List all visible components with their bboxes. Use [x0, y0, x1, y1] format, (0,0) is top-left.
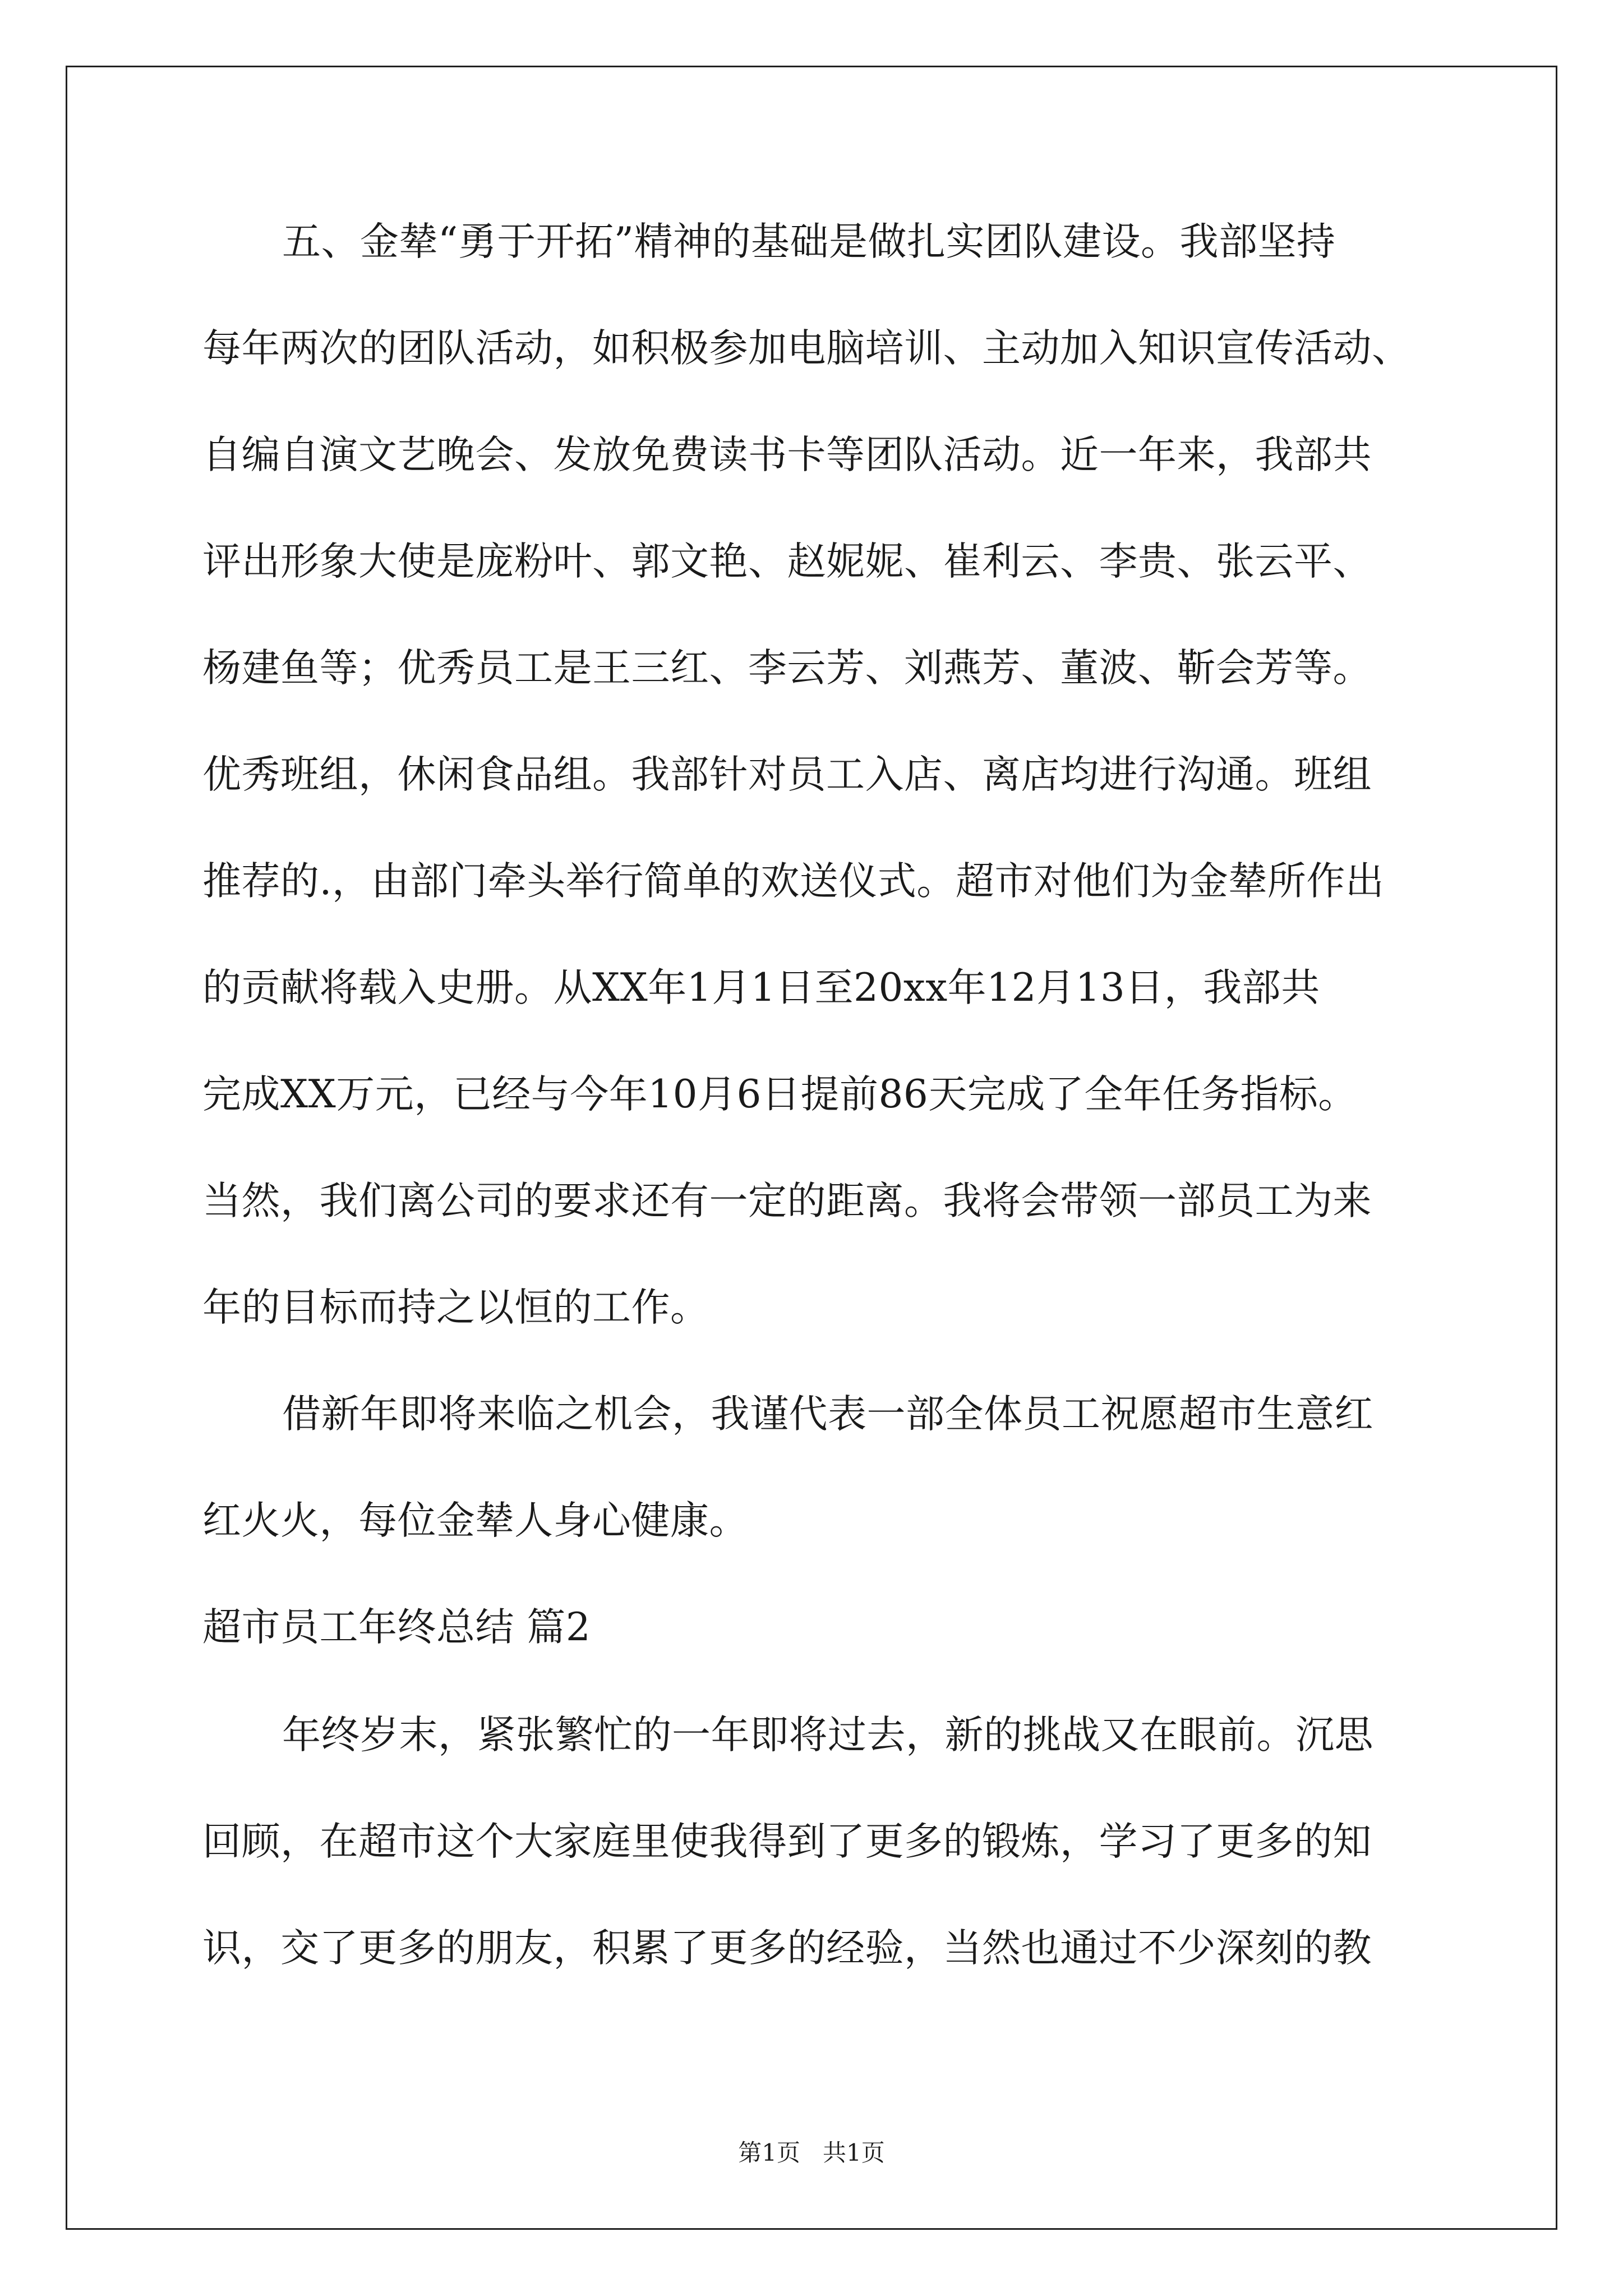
- paragraph-line: 杨建鱼等；优秀员工是王三红、李云芳、刘燕芳、董波、靳会芳等。: [202, 646, 1372, 691]
- paragraph-line: 年的目标而持之以恒的工作。: [202, 1285, 709, 1330]
- paragraph-line: 每年两次的团队活动，如积极参加电脑培训、主动加入知识宣传活动、: [202, 326, 1411, 371]
- page-footer: 第1页 共1页: [738, 2139, 885, 2166]
- paragraph-line: 完成XX万元，已经与今年10月6日提前86天完成了全年任务指标。: [202, 1072, 1357, 1117]
- paragraph-line: 推荐的.，由部门牵头举行简单的欢送仪式。超市对他们为金辇所作出: [202, 859, 1385, 904]
- paragraph-line: 评出形象大使是庞粉叶、郭文艳、赵妮妮、崔利云、李贵、张云平、: [202, 539, 1372, 584]
- page-border: [66, 66, 1557, 2230]
- paragraph-line: 年终岁末，紧张繁忙的一年即将过去，新的挑战又在眼前。沉思: [282, 1713, 1373, 1757]
- paragraph-line: 当然，我们离公司的要求还有一定的距离。我将会带领一部员工为来: [202, 1179, 1372, 1223]
- paragraph-line: 五、金辇“勇于开拓”精神的基础是做扎实团队建设。我部坚持: [282, 219, 1336, 264]
- paragraph-line: 自编自演文艺晚会、发放免费读书卡等团队活动。近一年来，我部共: [202, 432, 1372, 477]
- section-heading: 超市员工年终总结 篇2: [202, 1605, 591, 1650]
- paragraph-line: 借新年即将来临之机会，我谨代表一部全体员工祝愿超市生意红: [282, 1392, 1373, 1437]
- paragraph-line: 红火火，每位金辇人身心健康。: [202, 1498, 748, 1543]
- paragraph-line: 的贡献将载入史册。从XX年1月1日至20xx年12月13日，我部共: [202, 965, 1320, 1010]
- paragraph-line: 优秀班组，休闲食品组。我部针对员工入店、离店均进行沟通。班组: [202, 752, 1372, 797]
- paragraph-line: 识，交了更多的朋友，积累了更多的经验，当然也通过不少深刻的教: [202, 1926, 1372, 1971]
- paragraph-line: 回顾，在超市这个大家庭里使我得到了更多的锻炼，学习了更多的知: [202, 1819, 1372, 1864]
